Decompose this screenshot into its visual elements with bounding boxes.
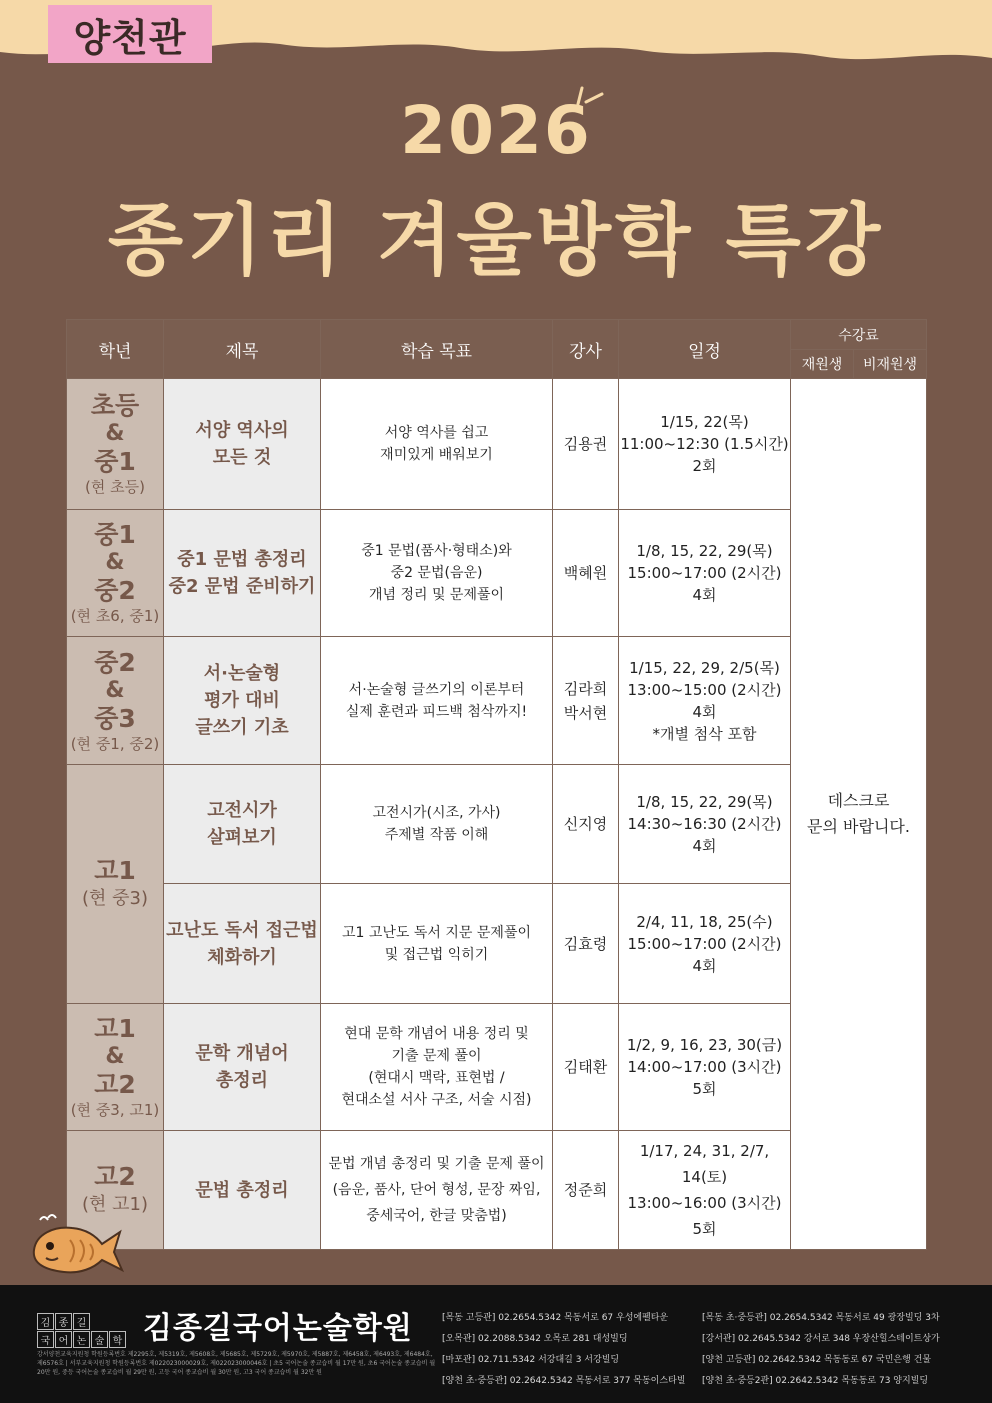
teacher-cell [553, 765, 619, 884]
registration-fine-print: 강서양천교육지원청 학원등록번호 제2295호, 제5319호, 제5608호, 제5685호, 제5729호, 제5970호, 제5887호, 제6458호, 제6493호, 제6484호, 제6576호 | 서부교육지원청 학원등록번호 제022023000029호, 제022023000046호 | 초5 국어논술 종교습비 월 17만 원, 초6 국어논술 종교습비 월 20만 원, 중등 국어논술 종교습비 월 29만 원, 고등 국어 종교습비 월 30만 원, 고3 국어 종교습비 월 32만 원 [37, 1351, 436, 1376]
teacher-name: 신지영 [563, 815, 608, 833]
branch-badge: 양천관 [48, 5, 212, 63]
subject-line: 서·논술형 [203, 663, 281, 684]
teacher-name: 정준희 [563, 1181, 608, 1199]
goal-line: 기출 문제 풀이 [391, 1048, 482, 1064]
goal-cell [321, 884, 553, 1004]
subject-line: 총정리 [215, 1070, 269, 1091]
schedule-dates: 1/15, 22, 29, 2/5(목) [629, 658, 780, 677]
goal-line: 서양 역사를 쉽고 [384, 425, 489, 441]
subject-line: 체화하기 [207, 946, 277, 968]
schedule-dates: 2/4, 11, 18, 25(수) [636, 912, 773, 931]
schedule-cell [619, 510, 791, 637]
schedule-cell [619, 379, 791, 510]
grade-label: 고2 [94, 1162, 136, 1191]
subject-line: 고전시가 [207, 800, 277, 821]
subject-cell [164, 884, 321, 1004]
schedule-cell [619, 637, 791, 765]
logo-char: 논 [73, 1331, 90, 1348]
branch-item: [목동 초·중등관] 02.2654.5342 목동서로 49 광장빌딩 3차 [702, 1313, 940, 1323]
schedule-count: 4회 [692, 702, 717, 721]
teacher-name: 박서현 [563, 703, 608, 722]
goal-line: 서·논술형 글쓰기의 이론부터 [348, 681, 525, 698]
branch-item: [강서관] 02.2645.5342 강서로 348 우장산힐스테이트상가 [702, 1334, 940, 1344]
subject-cell [164, 1004, 321, 1131]
schedule-cell [619, 765, 791, 884]
page-title: 종기리 겨울방학 특강 [107, 196, 885, 286]
schedule-time: 15:00~17:00 (2시간) [627, 934, 782, 953]
grade-cell [67, 379, 164, 510]
subject-cell [164, 379, 321, 510]
goal-line: 중세국어, 한글 맞춤법) [366, 1208, 507, 1224]
goal-line: 및 접근법 익히기 [384, 946, 489, 963]
subject-cell [164, 510, 321, 637]
schedule-count: 5회 [692, 1220, 717, 1238]
subject-line: 중2 문법 준비하기 [168, 576, 316, 597]
subject-cell [164, 1131, 321, 1250]
header-fee: 수강료 [791, 320, 927, 350]
grade-label: 고1 [94, 856, 136, 885]
header-goal: 학습 목표 [321, 320, 553, 379]
logo-char: 종 [55, 1313, 72, 1330]
schedule-dates: 1/15, 22(목) [660, 413, 749, 431]
header-fee-member: 재원생 [791, 350, 854, 379]
schedule-time: 13:00~16:00 (3시간) [627, 1194, 782, 1212]
fee-note-line: 데스크로 [827, 791, 890, 810]
teacher-cell [553, 637, 619, 765]
logo-char: 김 [37, 1313, 54, 1330]
grade-label: 고1 [94, 1014, 136, 1043]
grade-label: 중1 [94, 447, 136, 476]
teacher-name: 김효령 [563, 934, 608, 953]
grade-label: 고2 [94, 1070, 136, 1099]
grade-current: (현 중3) [82, 888, 148, 909]
goal-line: 중2 문법(음운) [390, 565, 483, 581]
branch-item: [양천 초·중등2관] 02.2642.5342 목동동로 73 양지빌딩 [702, 1376, 929, 1386]
schedule-dates: 1/2, 9, 16, 23, 30(금) [626, 1036, 783, 1054]
schedule-time: 13:00~15:00 (2시간) [627, 680, 782, 699]
subject-line: 글쓰기 기초 [195, 717, 289, 738]
subject-line: 중1 문법 총정리 [177, 549, 307, 570]
grade-current: (현 초등) [85, 478, 145, 496]
grade-label: 중3 [94, 703, 136, 733]
schedule-count: 4회 [692, 956, 717, 975]
branch-item: [오목관] 02.2088.5342 오목로 281 대성빌딩 [442, 1334, 628, 1344]
goal-line: 개념 정리 및 문제풀이 [368, 587, 505, 603]
schedule-dates: 1/17, 24, 31, 2/7, 14(토) [639, 1142, 770, 1186]
goal-line: 현대 문학 개념어 내용 정리 및 [344, 1026, 529, 1042]
subject-line: 문법 총정리 [195, 1179, 289, 1201]
goal-line: 주제별 작품 이해 [384, 827, 489, 843]
fee-note-cell [791, 379, 927, 1250]
teacher-name: 백혜원 [563, 564, 608, 582]
grade-cell [67, 510, 164, 637]
branch-item: [양천 고등관] 02.2642.5342 목동동로 67 국민은행 건물 [702, 1355, 932, 1365]
grade-label: 중2 [94, 576, 136, 605]
logo-char: 국 [37, 1331, 54, 1348]
logo-char: 학 [109, 1331, 126, 1348]
academy-name: 김종길국어논술학원 [143, 1311, 413, 1346]
grade-cell [67, 1004, 164, 1131]
schedule-note: *개별 첨삭 포함 [652, 724, 757, 743]
goal-cell [321, 637, 553, 765]
grade-current: (현 중3, 고1) [70, 1101, 160, 1119]
schedule-dates: 1/8, 15, 22, 29(목) [636, 793, 773, 811]
header-schedule: 일정 [619, 320, 791, 379]
goal-cell [321, 765, 553, 884]
logo-char: 술 [91, 1331, 108, 1348]
subject-line: 고난도 독서 접근법 [166, 919, 318, 941]
teacher-cell [553, 1131, 619, 1250]
teacher-cell [553, 884, 619, 1004]
header-subject: 제목 [164, 320, 321, 379]
schedule-count: 4회 [692, 586, 717, 604]
grade-cell [67, 765, 164, 1004]
subject-cell [164, 637, 321, 765]
grade-label: 중1 [94, 520, 136, 549]
fish-bread-mascot-icon [26, 1210, 124, 1278]
branch-list [442, 1308, 962, 1392]
academy-logo [37, 1313, 126, 1348]
goal-line: 중1 문법(품사·형태소)와 [361, 543, 512, 559]
goal-line: 재미있게 배워보기 [380, 447, 493, 463]
logo-char: 길 [73, 1313, 90, 1330]
schedule-cell [619, 884, 791, 1004]
subject-cell [164, 765, 321, 884]
subject-line: 서양 역사의 [195, 420, 289, 441]
grade-current: (현 고1) [82, 1194, 148, 1215]
subject-line: 살펴보기 [207, 827, 277, 848]
teacher-name: 김라희 [563, 679, 608, 698]
goal-cell [321, 1131, 553, 1250]
schedule-count: 2회 [692, 457, 717, 475]
teacher-name: 김용권 [563, 435, 608, 453]
schedule-time: 15:00~17:00 (2시간) [627, 564, 782, 582]
schedule-cell [619, 1004, 791, 1131]
schedule-dates: 1/8, 15, 22, 29(목) [636, 542, 773, 560]
grade-current: (현 초6, 중1) [70, 607, 160, 625]
header-grade: 학년 [67, 320, 164, 379]
branch-item: [목동 고등관] 02.2654.5342 목동서로 67 우성에펠타운 [442, 1313, 669, 1323]
year-heading: 2026 [400, 92, 592, 169]
goal-cell [321, 379, 553, 510]
grade-current: (현 중1, 중2) [70, 734, 160, 753]
grade-cell [67, 637, 164, 765]
subject-line: 모든 것 [212, 447, 272, 468]
schedule-cell [619, 1131, 791, 1250]
grade-ampersand: & [105, 550, 125, 575]
schedule-time: 14:00~17:00 (3시간) [627, 1058, 782, 1076]
header-fee-nonmember: 비재원생 [854, 350, 927, 379]
grade-label: 초등 [90, 391, 140, 420]
branch-item: [마포관] 02.711.5342 서강대길 3 서강빌딩 [442, 1355, 620, 1365]
goal-cell [321, 510, 553, 637]
grade-label: 중2 [94, 647, 136, 677]
teacher-cell [553, 510, 619, 637]
teacher-cell [553, 1004, 619, 1131]
goal-cell [321, 1004, 553, 1131]
branch-item: [양천 초·중등관] 02.2642.5342 목동서로 377 목동이스타빌 [442, 1376, 686, 1386]
goal-line: (음운, 품사, 단어 형성, 문장 짜임, [332, 1182, 541, 1198]
goal-line: 고1 고난도 독서 지문 문제풀이 [342, 924, 531, 941]
teacher-name: 김태환 [563, 1058, 608, 1076]
teacher-cell [553, 379, 619, 510]
goal-line: 고전시가(시조, 가사) [372, 805, 501, 821]
goal-line: 현대소설 서사 구조, 서술 시점) [341, 1092, 532, 1108]
goal-line: 실제 훈련과 피드백 첨삭까지! [345, 703, 528, 720]
goal-line: 문법 개념 총정리 및 기출 문제 풀이 [328, 1156, 545, 1172]
grade-ampersand: & [105, 677, 125, 703]
goal-line: (현대시 맥락, 표현법 / [368, 1070, 505, 1086]
header-teacher: 강사 [553, 320, 619, 379]
logo-char: 어 [55, 1331, 72, 1348]
subject-line: 문학 개념어 [195, 1043, 289, 1064]
grade-ampersand: & [105, 421, 125, 446]
fee-note-line: 문의 바랍니다. [807, 817, 910, 836]
schedule-time: 11:00~12:30 (1.5시간) [620, 435, 789, 453]
grade-ampersand: & [105, 1044, 125, 1069]
subject-line: 평가 대비 [204, 690, 280, 711]
schedule-time: 14:30~16:30 (2시간) [627, 815, 782, 833]
schedule-count: 4회 [692, 837, 717, 855]
schedule-table [66, 319, 927, 1250]
schedule-count: 5회 [692, 1080, 717, 1098]
